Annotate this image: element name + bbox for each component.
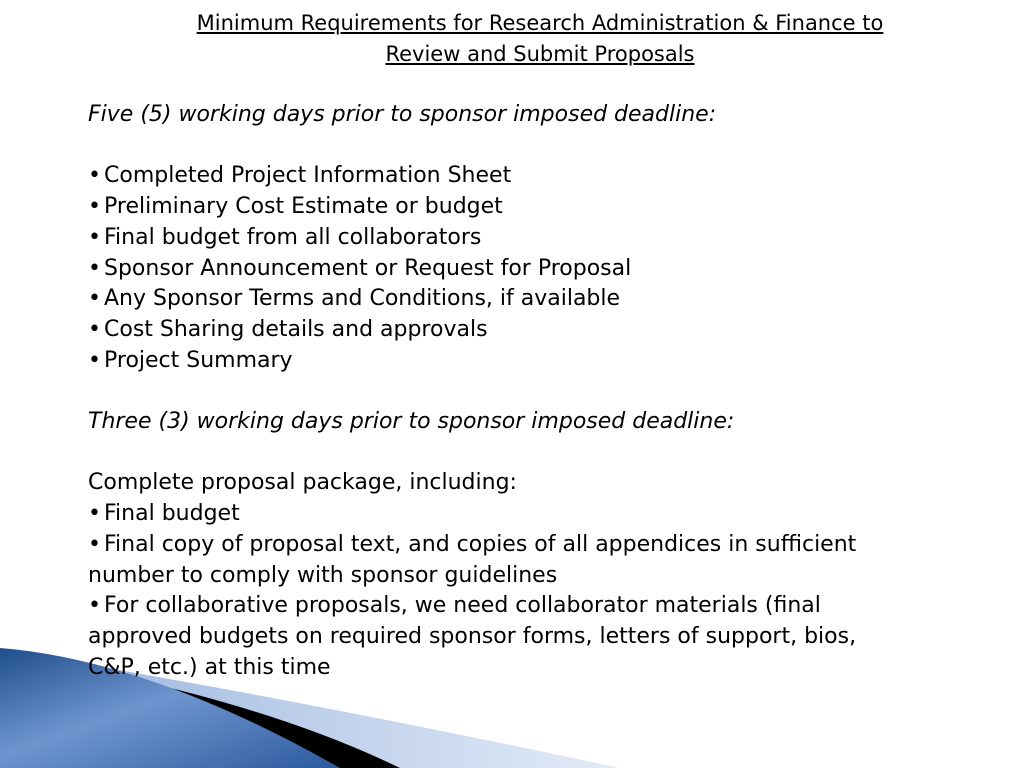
slide-content [88,100,988,683]
bullet-marker: • [88,194,101,220]
page-title [80,8,1000,70]
bullet-marker: • [88,593,101,619]
list-item [88,254,988,285]
list-item [88,161,988,192]
list-item-text: Preliminary Cost Estimate or budget [104,194,503,220]
list-item [88,315,988,346]
spacer [88,131,988,162]
list-item-continuation: C&P, etc.) at this time [88,654,331,680]
list-item-text: Any Sponsor Terms and Conditions, if available [104,286,621,312]
spacer [88,438,988,469]
title-line-1: Minimum Requirements for Research Administration & Finance to [196,11,884,35]
spacer [88,376,988,407]
list-item-text: For collaborative proposals, we need collaborator materials (final [104,593,821,619]
list-item [88,223,988,254]
bullet-marker: • [88,224,101,250]
list-item-continuation: approved budgets on required sponsor forms, letters of support, bios, [88,623,857,649]
five-day-heading: Five (5) working days prior to sponsor imposed deadline: [88,102,717,127]
list-item-text: Final budget from all collaborators [104,224,482,250]
list-item-text: Final budget [104,501,240,527]
bullet-marker: • [88,531,101,557]
list-item [88,284,988,315]
list-item [88,499,988,530]
bullet-marker: • [88,347,101,373]
title-line-2: Review and Submit Proposals [385,42,695,66]
bullet-marker: • [88,286,101,312]
list-item-text: Project Summary [104,347,293,373]
bullet-marker: • [88,255,101,281]
list-item [88,530,988,561]
list-item [88,346,988,377]
list-item [88,591,988,622]
list-item-text: Final copy of proposal text, and copies of all appendices in sufficient [104,531,857,557]
list-item-text: Sponsor Announcement or Request for Proposal [104,255,632,281]
list-item [88,192,988,223]
bullet-marker: • [88,163,101,189]
package-intro: Complete proposal package, including: [88,470,517,496]
bullet-marker: • [88,501,101,527]
list-item-continuation: number to comply with sponsor guidelines [88,562,558,588]
list-item-text: Completed Project Information Sheet [104,163,512,189]
bullet-marker: • [88,316,101,342]
list-item-text: Cost Sharing details and approvals [104,316,488,342]
three-day-heading: Three (3) working days prior to sponsor imposed deadline: [88,409,735,434]
